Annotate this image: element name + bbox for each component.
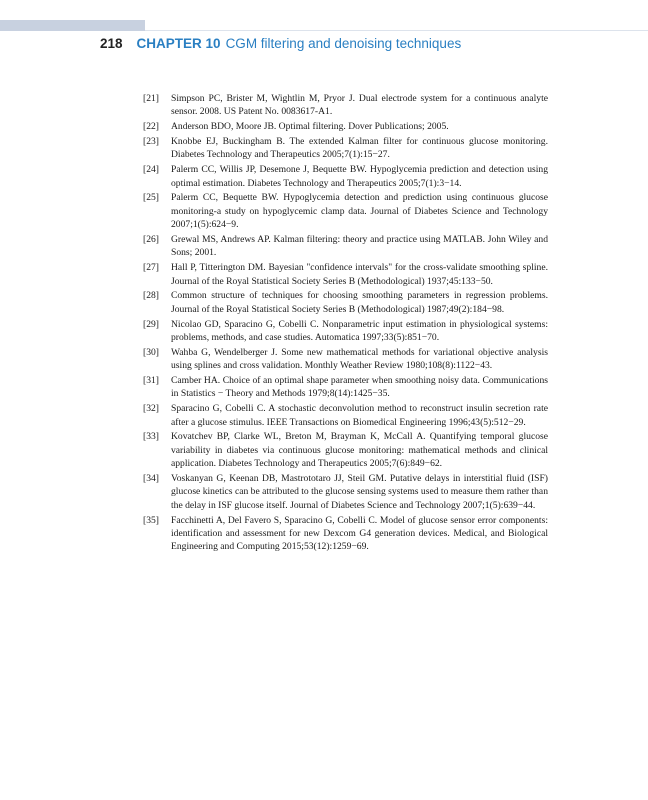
reference-number: [21] [143, 93, 159, 104]
reference-item [143, 374, 548, 401]
header-accent-bar [0, 20, 145, 31]
reference-text: Common structure of techniques for choosing smoothing parameters in regression problems. Journal of the Royal Statistical Society Series B (Methodological) 1987;49(2):184−98. [171, 290, 548, 315]
reference-number: [33] [143, 431, 159, 443]
running-head [100, 34, 461, 54]
reference-number: [23] [143, 136, 159, 147]
reference-number: [24] [143, 164, 159, 176]
reference-number: [28] [143, 290, 159, 302]
reference-item [143, 289, 548, 316]
reference-item [143, 261, 548, 288]
reference-item [143, 472, 548, 512]
reference-number: [27] [143, 262, 159, 274]
reference-text: Sparacino G, Cobelli C. A stochastic deconvolution method to reconstruct insulin secretion rate after a glucose stimulus. IEEE Transactions on Biomedical Engineering 1996;43(5):512−29. [171, 403, 548, 428]
reference-text: Facchinetti A, Del Favero S, Sparacino G, Cobelli C. Model of glucose sensor error components: identification and assessment for new Dexcom G4 generation devices. Medical, and Biological Engineering and Computing 2015;53(12):1259−69. [171, 514, 548, 553]
header-rule [145, 30, 648, 31]
reference-text: Grewal MS, Andrews AP. Kalman filtering: theory and practice using MATLAB. John Wiley and Sons; 2001. [171, 234, 548, 259]
reference-item [143, 346, 548, 373]
chapter-title: CGM filtering and denoising techniques [225, 36, 462, 51]
reference-item [143, 163, 548, 190]
reference-item [143, 402, 548, 429]
reference-number: [29] [143, 318, 159, 330]
reference-item [143, 233, 548, 260]
reference-list [143, 92, 548, 555]
reference-text: Simpson PC, Brister M, Wightlin M, Pryor J. Dual electrode system for a continuous analyte sensor. 2008. US Patent No. 0083617-A1. [171, 93, 548, 118]
reference-number: [30] [143, 346, 159, 358]
reference-number: [32] [143, 403, 159, 415]
page-number: 218 [100, 36, 123, 51]
reference-item [143, 318, 548, 345]
reference-text: Hall P, Titterington DM. Bayesian "confidence intervals" for the cross-validate smoothing spline. Journal of the Royal Statistical Society Series B (Methodological) 1937;45:133−50. [171, 262, 548, 287]
reference-number: [26] [143, 234, 159, 246]
reference-text: Knobbe EJ, Buckingham B. The extended Kalman filter for continuous glucose monitoring. Diabetes Technology and Therapeutics 2005;7(1):15−27. [171, 136, 548, 161]
reference-item [143, 430, 548, 470]
reference-item [143, 92, 548, 119]
chapter-label: CHAPTER 10 [136, 36, 221, 51]
reference-text: Wahba G, Wendelberger J. Some new mathematical methods for variational objective analysis using splines and cross validation. Monthly Weather Review 1980;108(8):1122−43. [171, 346, 548, 372]
reference-text: Camber HA. Choice of an optimal shape parameter when smoothing noisy data. Communications in Statistics − Theory and Methods 1979;8(14):1425−35. [171, 375, 548, 400]
reference-number: [25] [143, 192, 159, 204]
reference-number: [22] [143, 121, 159, 133]
reference-item [143, 514, 548, 554]
reference-text: Palerm CC, Willis JP, Desemone J, Bequette BW. Hypoglycemia prediction and detection using optimal estimation. Diabetes Technology and Therapeutics 2005;7(1):3−14. [171, 164, 548, 189]
reference-text: Anderson BDO, Moore JB. Optimal filtering. Dover Publications; 2005. [171, 121, 449, 133]
reference-text: Nicolao GD, Sparacino G, Cobelli C. Nonparametric input estimation in physiological systems: problems, methods, and case studies. Automatica 1997;33(5):851−70. [171, 318, 548, 344]
reference-item [143, 191, 548, 231]
reference-text: Palerm CC, Bequette BW. Hypoglycemia detection and prediction using continuous glucose monitoring-a study on hypoglycemic clamp data. Journal of Diabetes Science and Technology 2007;1(5):624−9. [171, 192, 548, 231]
reference-item [143, 120, 548, 133]
reference-text: Kovatchev BP, Clarke WL, Breton M, Brayman K, McCall A. Quantifying temporal glucose variability in diabetes via continuous glucose monitoring: mathematical methods and clinical application. Diabetes Technology and Therapeutics 2005;7(6):849−62. [171, 431, 548, 470]
reference-number: [34] [143, 473, 159, 485]
reference-number: [35] [143, 514, 159, 526]
reference-text: Voskanyan G, Keenan DB, Mastrototaro JJ, Steil GM. Putative delays in interstitial fluid (ISF) glucose kinetics can be attributed to the glucose sensing systems used to measure them rather than the delay in ISF glucose itself. Journal of Diabetes Science and Technology 2007;1(5):639−44. [171, 473, 548, 511]
reference-item [143, 135, 548, 162]
reference-number: [31] [143, 375, 159, 387]
